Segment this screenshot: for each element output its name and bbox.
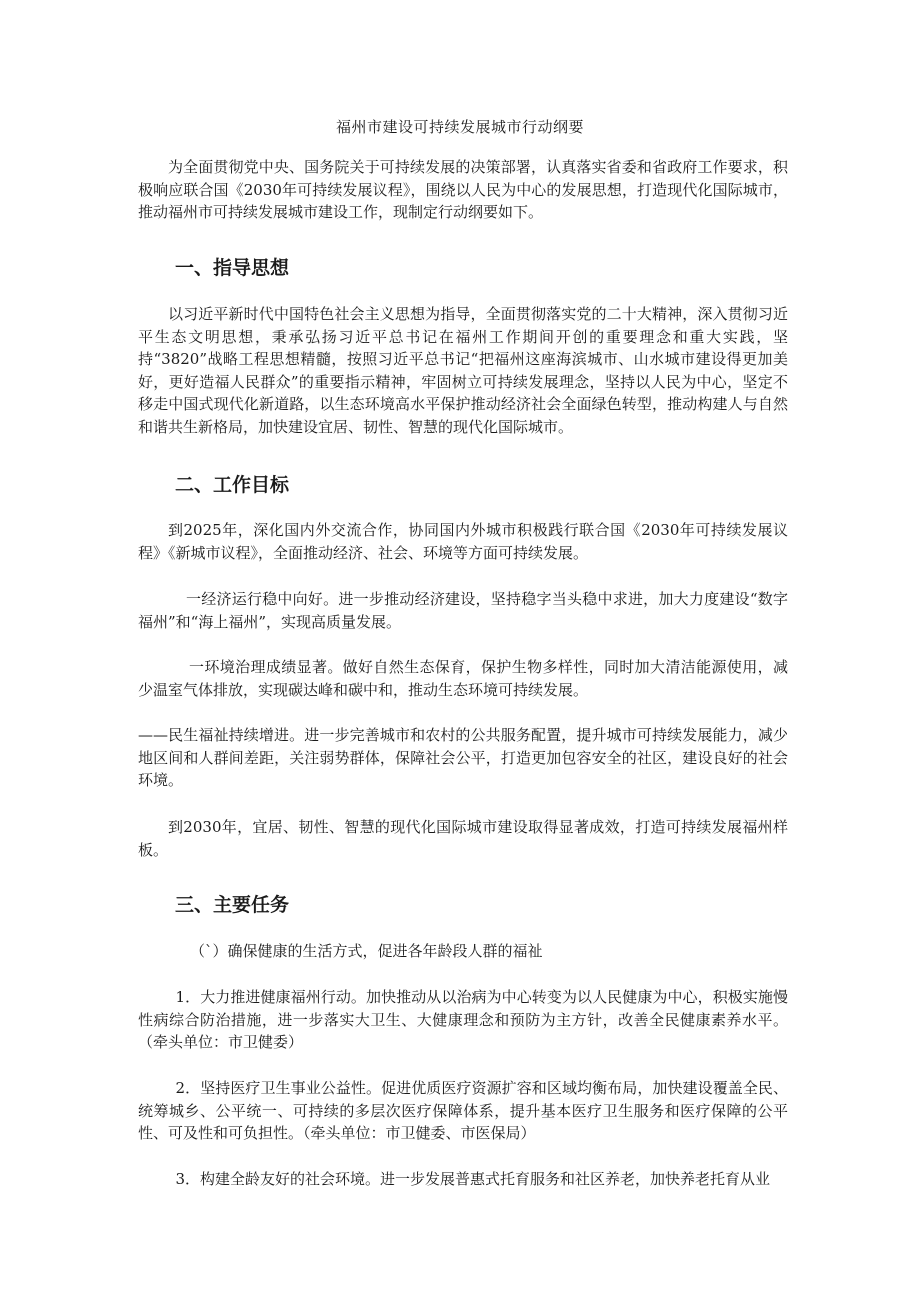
guiding-ideology-paragraph: 以习近平新时代中国特色社会主义思想为指导，全面贯彻落实党的二十大精神，深入贯彻习近平生态文明思想，秉承弘扬习近平总书记在福州工作期间开创的重要理念和重大实践，坚持“3820”战略工程思想精髓，按照习近平总书记“把福州这座海滨城市、山水城市建设得更加美好，更好造福人民群众”的重要指示精神，牢固树立可持续发展理念，坚持以人民为中心，坚定不移走中国式现代化新道路，以生态环境高水平保护推动经济社会全面绿色转型，推动构建人与自然和谐共生新格局，加快建设宜居、韧性、智慧的现代化国际城市。	[138, 305, 788, 436]
section-heading-main-tasks: 三、主要任务	[175, 894, 290, 916]
task-item-1: 1．大力推进健康福州行动。加快推动从以治病为中心转变为以人民健康为中心，积极实施慢性病综合防治措施，进一步落实大卫生、大健康理念和预防为主方针，改善全民健康素养水平。（牵头单位：市卫健委）	[138, 988, 788, 1051]
task-item-3: 3．构建全龄友好的社会环境。进一步发展普惠式托育服务和社区养老，加快养老托育从业	[175, 1170, 771, 1188]
goals-2025-paragraph: 到2025年，深化国内外交流合作，协同国内外城市积极践行联合国《2030年可持续发展议程》《新城市议程》，全面推动经济、社会、环境等方面可持续发展。	[138, 521, 788, 562]
goal-economy-paragraph: 一经济运行稳中向好。进一步推动经济建设，坚持稳字当头稳中求进，加大力度建设“数字福州”和“海上福州”，实现高质量发展。	[138, 590, 788, 631]
section-heading-guiding-ideology: 一、指导思想	[175, 257, 290, 279]
goal-environment-paragraph: 一环境治理成绩显著。做好自然生态保育，保护生物多样性，同时加大清洁能源使用，减少温室气体排放，实现碳达峰和碳中和，推动生态环境可持续发展。	[138, 658, 788, 699]
goals-2030-paragraph: 到2030年，宜居、韧性、智慧的现代化国际城市建设取得显著成效，打造可持续发展福州样板。	[138, 818, 788, 859]
goal-livelihood-paragraph: ——民生福祉持续增进。进一步完善城市和农村的公共服务配置，提升城市可持续发展能力，减少地区间和人群间差距，关注弱势群体，保障社会公平，打造更加包容安全的社区，建设良好的社会环境。	[138, 726, 788, 789]
task-item-2: 2．坚持医疗卫生事业公益性。促进优质医疗资源扩容和区域均衡布局，加快建设覆盖全民、统筹城乡、公平统一、可持续的多层次医疗保障体系，提升基本医疗卫生服务和医疗保障的公平性、可及性和可负担性。（牵头单位：市卫健委、市医保局）	[138, 1079, 788, 1142]
document-title: 福州市建设可持续发展城市行动纲要	[335, 118, 584, 136]
task-subheading-health: （`）确保健康的生活方式，促进各年龄段人群的福祉	[190, 942, 543, 960]
section-heading-work-goals: 二、工作目标	[175, 474, 290, 496]
intro-paragraph: 为全面贯彻党中央、国务院关于可持续发展的决策部署，认真落实省委和省政府工作要求，积极响应联合国《2030年可持续发展议程》，围绕以人民为中心的发展思想，打造现代化国际城市，推动福州市可持续发展城市建设工作，现制定行动纲要如下。	[138, 158, 788, 221]
